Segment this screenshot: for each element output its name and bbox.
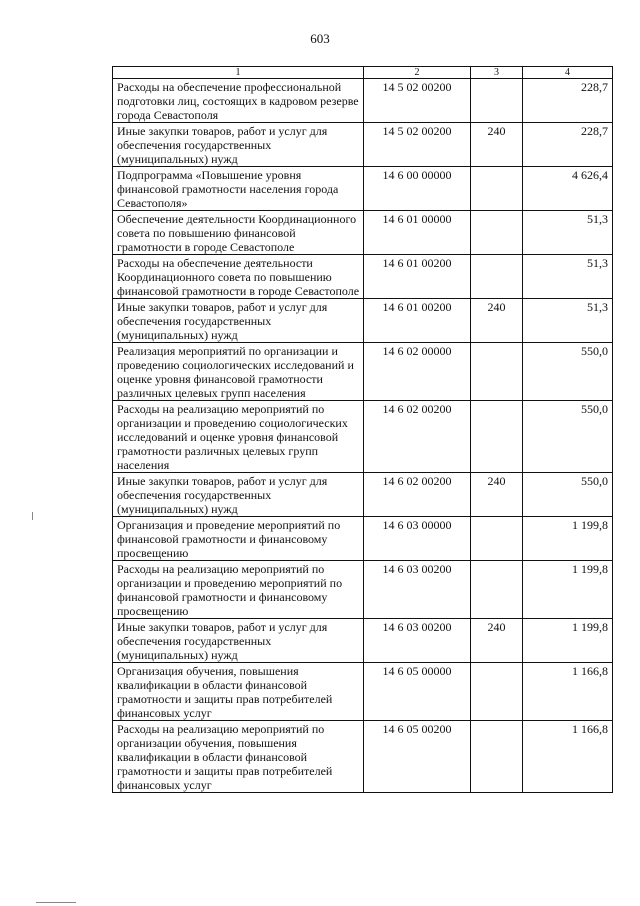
row-amount-cell: 550,0 bbox=[523, 401, 613, 473]
table-row bbox=[113, 79, 613, 123]
row-expense-type-cell bbox=[471, 167, 523, 211]
row-name-cell: Обеспечение деятельности Координационного совета по повышению финансовой грамотности в городе Севастополе bbox=[113, 211, 364, 255]
row-name-cell: Иные закупки товаров, работ и услуг для обеспечения государственных (муниципальных) нужд bbox=[113, 473, 364, 517]
row-expense-type-cell bbox=[471, 561, 523, 619]
row-amount-cell: 51,3 bbox=[523, 211, 613, 255]
row-amount-cell: 228,7 bbox=[523, 123, 613, 167]
row-name-cell: Расходы на обеспечение профессиональной подготовки лиц, состоящих в кадровом резерве города Севастополя bbox=[113, 79, 364, 123]
table-row bbox=[113, 721, 613, 793]
row-amount-cell: 228,7 bbox=[523, 79, 613, 123]
column-header-4: 4 bbox=[523, 67, 613, 79]
row-amount-cell: 1 199,8 bbox=[523, 517, 613, 561]
row-name-cell: Расходы на реализацию мероприятий по организации обучения, повышения квалификации в области финансовой грамотности и защиты прав потребителей финансовых услуг bbox=[113, 721, 364, 793]
table-row bbox=[113, 473, 613, 517]
row-name-cell: Иные закупки товаров, работ и услуг для обеспечения государственных (муниципальных) нужд bbox=[113, 299, 364, 343]
row-expense-type-cell bbox=[471, 211, 523, 255]
table-row bbox=[113, 343, 613, 401]
row-name-cell: Реализация мероприятий по организации и проведению социологических исследований и оценке уровня финансовой грамотности различных целевых групп населения bbox=[113, 343, 364, 401]
table-row bbox=[113, 167, 613, 211]
row-code-cell: 14 6 01 00000 bbox=[364, 211, 471, 255]
row-amount-cell: 1 199,8 bbox=[523, 561, 613, 619]
row-name-cell: Организация обучения, повышения квалификации в области финансовой грамотности и защиты прав потребителей финансовых услуг bbox=[113, 663, 364, 721]
row-expense-type-cell: 240 bbox=[471, 619, 523, 663]
table-body bbox=[113, 79, 613, 793]
row-name-cell: Организация и проведение мероприятий по финансовой грамотности и финансовому просвещению bbox=[113, 517, 364, 561]
row-expense-type-cell bbox=[471, 517, 523, 561]
table-row bbox=[113, 123, 613, 167]
row-expense-type-cell bbox=[471, 79, 523, 123]
row-expense-type-cell bbox=[471, 663, 523, 721]
row-code-cell: 14 6 05 00200 bbox=[364, 721, 471, 793]
row-amount-cell: 4 626,4 bbox=[523, 167, 613, 211]
row-name-cell: Расходы на реализацию мероприятий по организации и проведению мероприятий по финансовой грамотности и финансовому просвещению bbox=[113, 561, 364, 619]
column-header-2: 2 bbox=[364, 67, 471, 79]
row-code-cell: 14 5 02 00200 bbox=[364, 79, 471, 123]
row-code-cell: 14 6 03 00200 bbox=[364, 561, 471, 619]
row-name-cell: Подпрограмма «Повышение уровня финансовой грамотности населения города Севастополя» bbox=[113, 167, 364, 211]
row-code-cell: 14 6 01 00200 bbox=[364, 255, 471, 299]
table-header-row bbox=[113, 67, 613, 79]
scan-mark-bottom bbox=[36, 902, 76, 903]
scan-mark-left bbox=[32, 512, 33, 520]
row-code-cell: 14 6 02 00200 bbox=[364, 401, 471, 473]
table-row bbox=[113, 255, 613, 299]
row-amount-cell: 550,0 bbox=[523, 343, 613, 401]
row-expense-type-cell: 240 bbox=[471, 473, 523, 517]
row-amount-cell: 51,3 bbox=[523, 299, 613, 343]
row-expense-type-cell: 240 bbox=[471, 299, 523, 343]
row-expense-type-cell: 240 bbox=[471, 123, 523, 167]
row-code-cell: 14 6 03 00000 bbox=[364, 517, 471, 561]
row-code-cell: 14 6 01 00200 bbox=[364, 299, 471, 343]
table-row bbox=[113, 619, 613, 663]
budget-table bbox=[112, 66, 613, 793]
row-code-cell: 14 5 02 00200 bbox=[364, 123, 471, 167]
row-name-cell: Иные закупки товаров, работ и услуг для обеспечения государственных (муниципальных) нужд bbox=[113, 123, 364, 167]
column-header-3: 3 bbox=[471, 67, 523, 79]
row-expense-type-cell bbox=[471, 721, 523, 793]
row-amount-cell: 1 166,8 bbox=[523, 721, 613, 793]
row-code-cell: 14 6 02 00000 bbox=[364, 343, 471, 401]
row-name-cell: Расходы на реализацию мероприятий по организации и проведению социологических исследований и оценке уровня финансовой грамотности различных целевых групп населения bbox=[113, 401, 364, 473]
row-amount-cell: 1 166,8 bbox=[523, 663, 613, 721]
row-name-cell: Иные закупки товаров, работ и услуг для обеспечения государственных (муниципальных) нужд bbox=[113, 619, 364, 663]
row-code-cell: 14 6 02 00200 bbox=[364, 473, 471, 517]
row-expense-type-cell bbox=[471, 343, 523, 401]
row-code-cell: 14 6 00 00000 bbox=[364, 167, 471, 211]
row-amount-cell: 550,0 bbox=[523, 473, 613, 517]
row-amount-cell: 1 199,8 bbox=[523, 619, 613, 663]
page-number: 603 bbox=[310, 31, 330, 46]
row-expense-type-cell bbox=[471, 401, 523, 473]
row-code-cell: 14 6 05 00000 bbox=[364, 663, 471, 721]
row-code-cell: 14 6 03 00200 bbox=[364, 619, 471, 663]
table-row bbox=[113, 401, 613, 473]
table-row bbox=[113, 211, 613, 255]
table-row bbox=[113, 663, 613, 721]
table-row bbox=[113, 299, 613, 343]
row-amount-cell: 51,3 bbox=[523, 255, 613, 299]
table-row bbox=[113, 561, 613, 619]
row-expense-type-cell bbox=[471, 255, 523, 299]
column-header-1: 1 bbox=[113, 67, 364, 79]
table-row bbox=[113, 517, 613, 561]
row-name-cell: Расходы на обеспечение деятельности Координационного совета по повышению финансовой грамотности в городе Севастополе bbox=[113, 255, 364, 299]
